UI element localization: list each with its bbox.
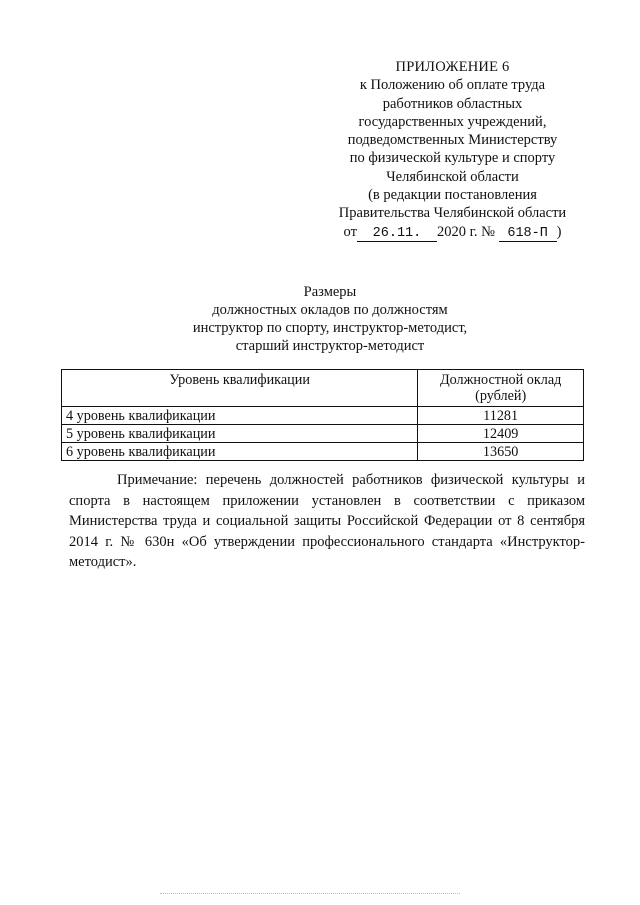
- appendix-line: Правительства Челябинской области: [338, 205, 567, 222]
- document-title-line: должностных окладов по должностям: [212, 302, 448, 318]
- appendix-line: (в редакции постановления: [368, 187, 537, 204]
- salary-table: [61, 369, 584, 461]
- appendix-line: к Положению об оплате труда: [359, 77, 546, 94]
- appendix-header: [320, 58, 585, 242]
- note-text: Примечание: перечень должностей работников физической культуры и спорта в настоящем приложении установлен в соответствии с приказом Министерства труда и социальной защиты Российской Федерации от 8 сентября 2014 г. № 630н «Об утверждении профессионального стандарта «Инструктор-методист».: [69, 472, 585, 570]
- document-title-line: инструктор по спорту, инструктор-методист,: [192, 320, 468, 336]
- appendix-line: Челябинской области: [386, 168, 519, 185]
- header-salary-line2: (рублей): [475, 388, 527, 404]
- table-row: [62, 407, 584, 425]
- note-paragraph: [69, 470, 585, 573]
- qualification-level-cell: 5 уровень квалификации: [62, 425, 418, 443]
- qualification-level-cell: 4 уровень квалификации: [62, 407, 418, 425]
- header-salary: [418, 370, 584, 407]
- scan-artifact: [160, 893, 460, 896]
- header-salary-line1: Должностной оклад: [439, 372, 562, 388]
- resolution-date: 26.11.: [357, 226, 437, 242]
- resolution-year-number-label: 2020 г. №: [436, 223, 495, 240]
- table-row: [62, 443, 584, 461]
- appendix-line: работников областных: [382, 95, 523, 112]
- appendix-title: ПРИЛОЖЕНИЕ 6: [395, 59, 510, 75]
- document-title-line: старший инструктор-методист: [235, 338, 425, 354]
- resolution-date-line: [320, 223, 585, 242]
- header-qualification-level: Уровень квалификации: [62, 370, 418, 407]
- document-title-line: Размеры: [303, 284, 357, 300]
- appendix-line: государственных учреждений,: [358, 113, 547, 130]
- table-row: [62, 425, 584, 443]
- document-title: [120, 283, 540, 355]
- qualification-level-cell: 6 уровень квалификации: [62, 443, 418, 461]
- resolution-number: 618-П: [499, 226, 557, 242]
- appendix-line: по физической культуре и спорту: [349, 150, 556, 167]
- closing-parenthesis: ): [556, 223, 562, 240]
- table-header-row: [62, 370, 584, 407]
- salary-cell: 13650: [418, 443, 584, 461]
- salary-cell: 11281: [418, 407, 584, 425]
- appendix-line: подведомственных Министерству: [347, 132, 558, 149]
- salary-cell: 12409: [418, 425, 584, 443]
- date-prefix: от: [343, 223, 357, 240]
